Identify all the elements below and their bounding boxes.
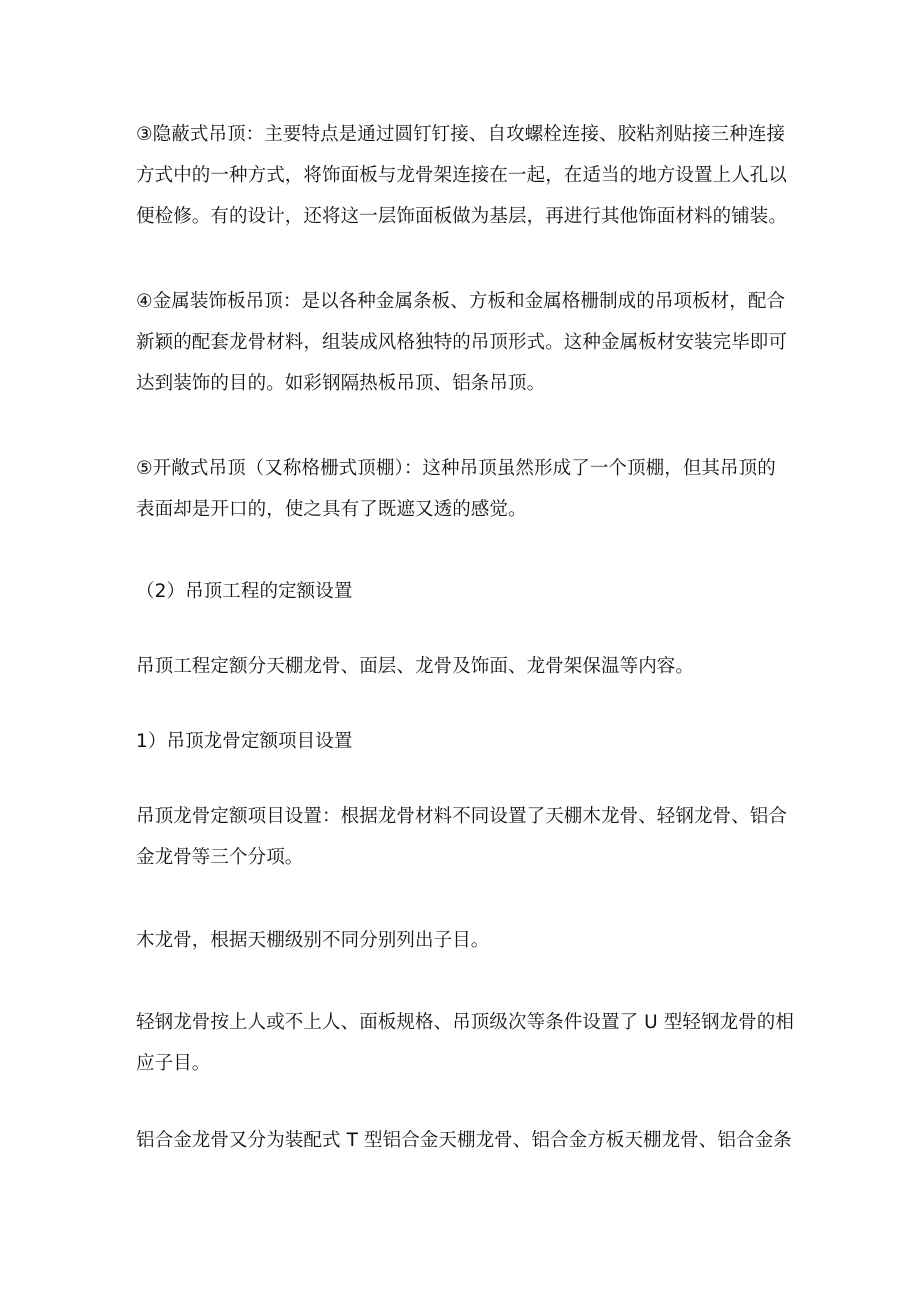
text-line: 便检修。有的设计，还将这一层饰面板做为基层，再进行其他饰面材料的铺装。 [136, 206, 788, 227]
text-line: 吊顶龙骨定额项目设置：根据龙骨材料不同设置了天棚木龙骨、轻钢龙骨、铝合 [136, 806, 788, 827]
text-line: 吊顶工程定额分天棚龙骨、面层、龙骨及饰面、龙骨架保温等内容。 [136, 656, 695, 677]
text-line: （2）吊顶工程的定额设置 [136, 581, 353, 602]
text-line: 方式中的一种方式，将饰面板与龙骨架连接在一起，在适当的地方设置上人孔以 [136, 165, 788, 186]
paragraph-aluminum-keel [136, 1120, 792, 1161]
section-heading [136, 571, 792, 612]
paragraph-keel-items [136, 796, 792, 878]
paragraph-wood-keel [136, 920, 792, 961]
text-line: 金龙骨等三个分项。 [136, 847, 304, 868]
text-line: 表面却是开口的，使之具有了既遮又透的感觉。 [136, 499, 527, 520]
text-line: 铝合金龙骨又分为装配式 T 型铝合金天棚龙骨、铝合金方板天棚龙骨、铝合金条 [136, 1130, 792, 1151]
text-line: ⑤开敞式吊顶（又称格栅式顶棚）：这种吊顶虽然形成了一个顶棚，但其吊顶的 [136, 458, 776, 479]
text-line: ④金属装饰板吊顶：是以各种金属条板、方板和金属格栅制成的吊项板材，配合 [136, 291, 786, 312]
paragraph-light-steel-keel [136, 1002, 795, 1084]
subheading [136, 721, 792, 762]
text-line: 新颖的配套龙骨材料，组装成风格独特的吊顶形式。这种金属板材安装完毕即可 [136, 332, 788, 353]
text-line: 木龙骨，根据天棚级别不同分别列出子目。 [136, 930, 490, 951]
paragraph-metal-panel-ceiling [136, 281, 792, 404]
paragraph-quota-content [136, 646, 792, 687]
paragraph-hidden-ceiling [136, 114, 792, 237]
paragraph-open-ceiling [136, 448, 792, 530]
text-line: 应子目。 [136, 1053, 211, 1074]
text-line: ③隐蔽式吊顶：主要特点是通过圆钉钉接、自攻螺栓连接、胶粘剂贴接三种连接 [136, 124, 786, 145]
text-line: 1）吊顶龙骨定额项目设置 [136, 731, 353, 752]
text-line: 达到装饰的目的。如彩钢隔热板吊顶、铝条吊顶。 [136, 373, 546, 394]
text-line: 轻钢龙骨按上人或不上人、面板规格、吊顶级次等条件设置了 U 型轻钢龙骨的相 [136, 1012, 795, 1033]
